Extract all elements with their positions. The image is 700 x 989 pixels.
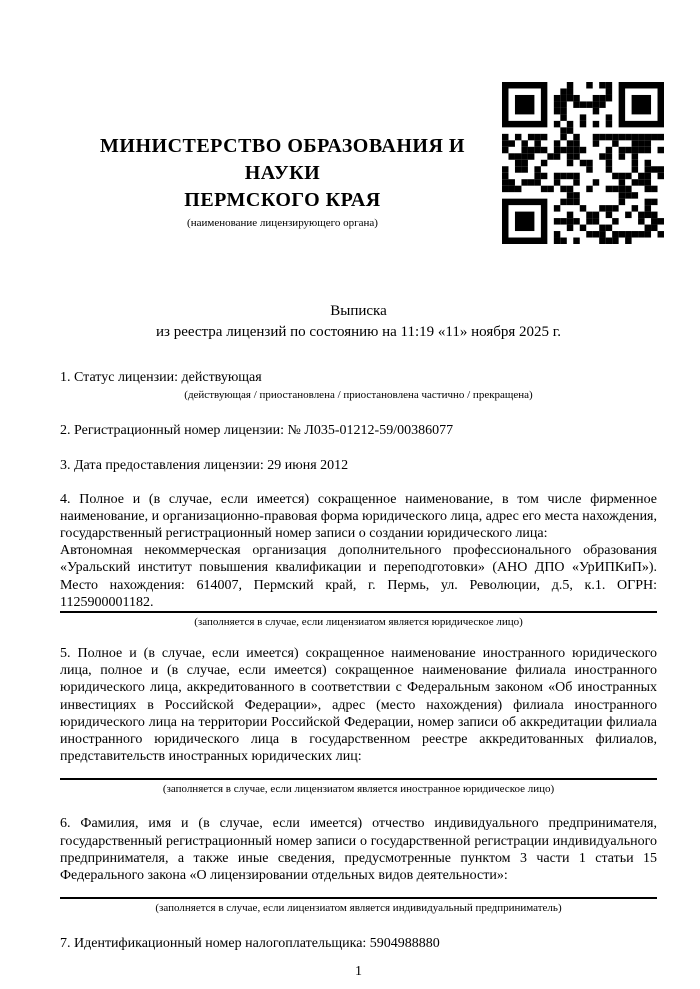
- license-status-note: (действующая / приостановлена / приостановлена частично / прекращена): [184, 389, 533, 402]
- item-taxpayer-number: [60, 935, 657, 952]
- legal-entity-value: Автономная некоммерческая организация дополнительного профессионального образования «Уральский институт повышения квалификации и переподготовки» (АНО ДПО «УрИПКиП»). Место нахождения: 614007, Пермский край, г. Пермь, ул. Революции, д.5, к.1. ОГРН: 1125900001182.: [60, 543, 657, 610]
- item-legal-entity: [60, 491, 657, 629]
- page-number: 1: [355, 964, 362, 980]
- taxpayer-number-text: 7. Идентификационный номер налогоплательщика: 5904988880: [60, 936, 440, 952]
- item-individual-entrepreneur: [60, 815, 657, 915]
- item-foreign-entity: [60, 645, 657, 796]
- document-subtitle: из реестра лицензий по состоянию на 11:19 «11» ноября 2025 г.: [156, 324, 561, 340]
- divider-line: [60, 897, 657, 899]
- individual-entrepreneur-note: (заполняется в случае, если лицензиатом является индивидуальный предприниматель): [155, 902, 562, 915]
- individual-entrepreneur-label: 6. Фамилия, имя и (в случае, если имеется) отчество индивидуального предпринимателя, государственный регистрационный номер записи о государственной регистрации индивидуального предпринимателя, а также иные сведения, предусмотренные пунктом 3 части 1 статьи 15 Федерального закона «О лицензировании отдельных видов деятельности»:: [60, 816, 657, 884]
- ministry-name-line1: МИНИСТЕРСТВО ОБРАЗОВАНИЯ И НАУКИ: [100, 135, 465, 184]
- foreign-entity-note: (заполняется в случае, если лицензиатом является иностранное юридическое лицо): [162, 783, 555, 796]
- ministry-name-line2: ПЕРМСКОГО КРАЯ: [184, 189, 381, 211]
- divider-line: [60, 778, 657, 780]
- legal-entity-label: 4. Полное и (в случае, если имеется) сокращенное наименование, в том числе фирменное наименование, и организационно-правовая форма юридического лица, адрес его места нахождения, государственный регистрационный номер записи о создании юридического лица:: [60, 491, 657, 542]
- registration-number-text: 2. Регистрационный номер лицензии: № Л035-01212-59/00386077: [60, 423, 454, 439]
- license-status-text: 1. Статус лицензии: действующая: [60, 370, 262, 385]
- item-license-status: [60, 369, 657, 402]
- item-registration-number: [60, 422, 657, 439]
- document-title-block: [60, 301, 657, 343]
- legal-entity-note: (заполняется в случае, если лицензиатом является юридическое лицо): [194, 616, 523, 629]
- licensing-authority-block: [60, 82, 505, 230]
- document-header: [60, 82, 657, 244]
- license-grant-date-text: 3. Дата предоставления лицензии: 29 июня 2012: [60, 458, 349, 474]
- document-title: Выписка: [330, 303, 387, 319]
- item-license-grant-date: [60, 457, 657, 474]
- divider-line: [60, 611, 657, 613]
- ministry-subtitle: (наименование лицензирующего органа): [187, 217, 378, 229]
- foreign-entity-label: 5. Полное и (в случае, если имеется) сокращенное наименование иностранного юридического лица, полное и (в случае, если имеется) сокращенное наименование филиала иностранного юридического лица, аккредитованного в соответствии с Федеральным законом «Об иностранных инвестициях в Российской Федерации», адрес (место нахождения) филиала иностранного юридического лица на территории Российской Федерации, номер записи об аккредитации филиала иностранного юридического лица в государственном реестре аккредитованных филиалов, представительств иностранных юридических лиц:: [60, 646, 657, 765]
- qr-code-icon: [502, 82, 664, 244]
